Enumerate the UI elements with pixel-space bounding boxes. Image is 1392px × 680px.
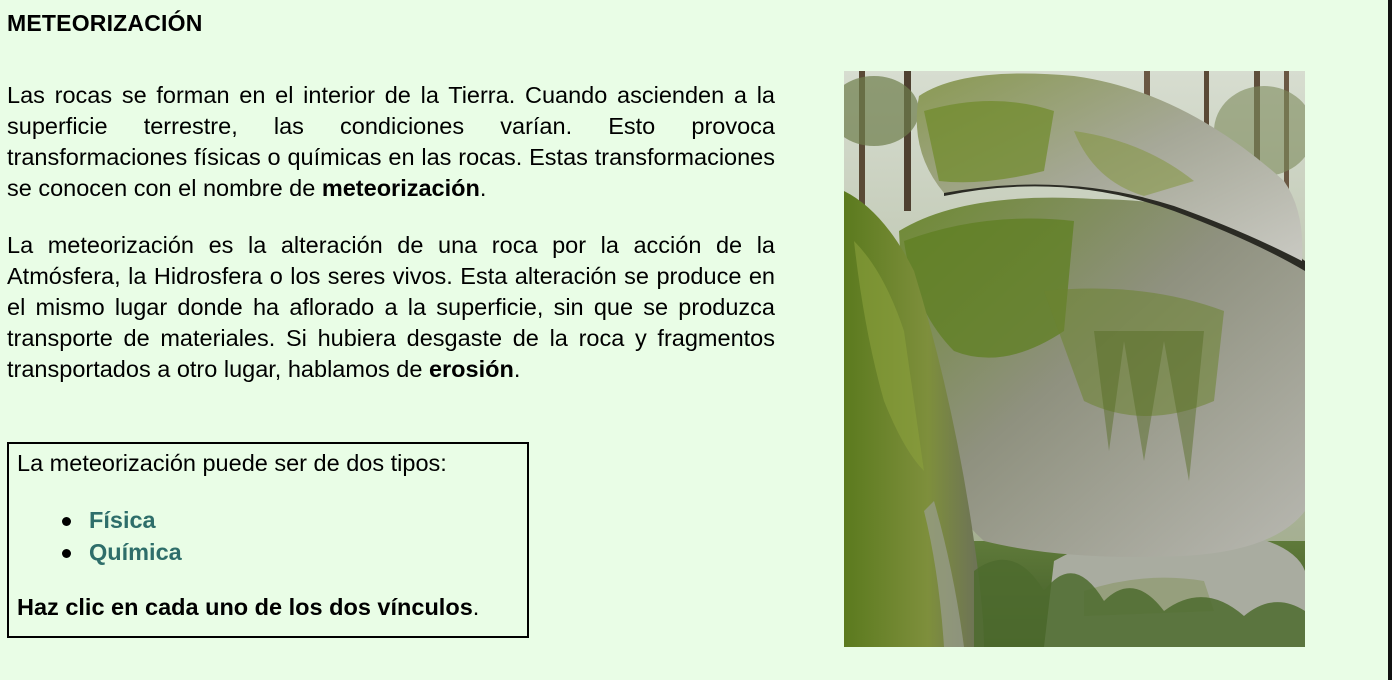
boulder-photo	[844, 71, 1305, 647]
boulder-photo-illustration	[844, 71, 1305, 647]
intro-paragraph-1-end: .	[479, 175, 487, 201]
bullet-icon	[62, 517, 71, 526]
click-instruction	[17, 592, 522, 623]
instruction-text: Haz clic en cada uno de los dos vínculos	[17, 594, 473, 620]
list-item-fisica	[9, 504, 182, 536]
intro-paragraph-2-end: .	[513, 356, 521, 382]
types-intro-text: La meteorización puede ser de dos tipos:	[17, 450, 447, 476]
intro-paragraph-2-text: La meteorización es la alteración de una roca por la acción de la Atmósfera, la Hidrosfera o los seres vivos. Esta alteración se produce en el mismo lugar donde ha aflorado a la superficie, sin que se produzca transporte de materiales. Si hubiera desgaste de la roca y fragmentos transportados a otro lugar, hablamos de	[7, 232, 775, 382]
intro-paragraph-1-text: Las rocas se forman en el interior de la Tierra. Cuando ascienden a la superficie terrestre, las condiciones varían. Esto provoca transformaciones físicas o químicas en las rocas. Estas transformaciones se conocen con el nombre de	[7, 82, 775, 201]
page-title: METEORIZACIÓN	[7, 10, 203, 36]
weathering-types-box	[7, 442, 529, 638]
link-quimica[interactable]: Química	[89, 539, 182, 565]
intro-paragraph-2	[7, 230, 775, 385]
instruction-end: .	[472, 594, 480, 620]
list-item-quimica	[9, 536, 182, 568]
term-erosion: erosión	[428, 356, 514, 382]
weathering-types-list	[9, 504, 182, 568]
term-meteorizacion: meteorización	[321, 175, 480, 201]
right-edge-border	[1388, 0, 1392, 680]
intro-paragraph-1	[7, 80, 775, 204]
bullet-icon	[62, 549, 71, 558]
link-fisica[interactable]: Física	[89, 507, 156, 533]
